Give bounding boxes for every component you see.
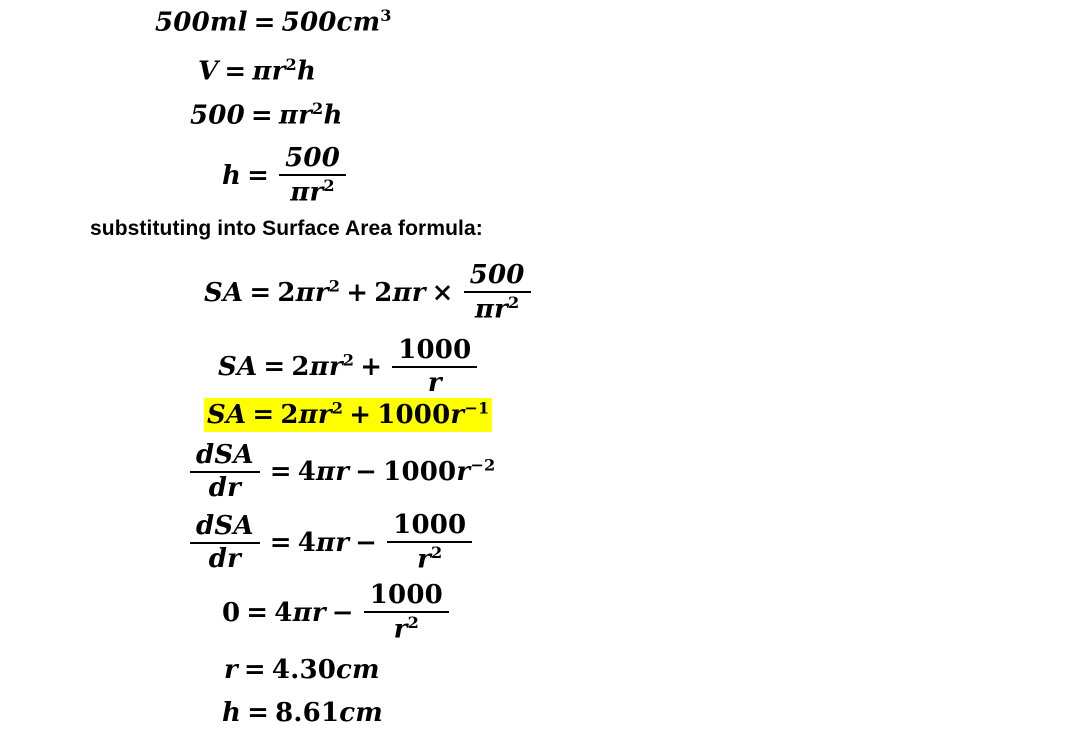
fraction-1000-over-r [392, 336, 477, 398]
fraction-500-over-pi-r-squared [279, 144, 346, 208]
value-500ml-number: 500 [155, 7, 210, 38]
exponent-negative-2: −2 [470, 455, 496, 475]
fraction-1000-over-r-squared [364, 581, 449, 645]
symbol-pi: π [392, 277, 412, 308]
fraction-numerator: 500 [285, 142, 340, 173]
equals-sign: = [269, 527, 292, 558]
equation-derivative-fraction-form [186, 509, 476, 576]
equation-height-result [222, 698, 383, 728]
derivative-denominator: dr [190, 471, 260, 503]
value-height: 8.61 [275, 698, 340, 728]
symbol-r: r [298, 100, 313, 131]
fraction-numerator: 1000 [398, 334, 472, 365]
coefficient-1000: 1000 [377, 399, 451, 430]
plus-sign: + [346, 277, 369, 308]
equals-sign: = [249, 277, 272, 308]
coefficient-4: 4 [274, 597, 293, 628]
equals-sign: = [250, 100, 273, 131]
equation-volume-substituted [190, 99, 343, 131]
fraction-1000-over-r-squared [387, 511, 472, 575]
equals-sign: = [247, 160, 270, 191]
exponent-2: 2 [431, 542, 443, 562]
equation-derivative-negative-exponent [186, 439, 496, 504]
equals-sign: = [263, 352, 286, 383]
symbol-V: V [198, 56, 219, 87]
plus-sign: + [349, 399, 372, 430]
coefficient-1000: 1000 [383, 457, 457, 488]
equals-sign: = [269, 457, 292, 488]
symbol-pi: π [292, 597, 312, 628]
symbol-pi: π [298, 399, 318, 430]
symbol-pi: π [474, 294, 495, 325]
equals-sign: = [246, 597, 269, 628]
value-500: 500 [190, 100, 245, 131]
symbol-r: r [456, 457, 471, 488]
equation-radius-result [224, 655, 380, 685]
fraction-numerator: 500 [469, 259, 525, 290]
symbol-pi: π [316, 457, 336, 488]
unit-cm: cm [336, 7, 381, 38]
unit-cm: cm [339, 698, 383, 728]
exponent-2: 2 [328, 276, 341, 296]
value-500cm3-number: 500 [281, 7, 337, 38]
symbol-h: h [323, 100, 343, 131]
symbol-h: h [222, 698, 242, 728]
equation-height-solved [222, 142, 350, 209]
symbol-pi: π [252, 56, 272, 87]
fraction-denominator [364, 611, 449, 645]
symbol-r: r [411, 277, 426, 308]
derivative-numerator: dSA [196, 510, 254, 541]
minus-sign: − [355, 527, 378, 558]
fraction-denominator [279, 174, 346, 208]
symbol-pi: π [290, 177, 310, 208]
equals-sign: = [224, 56, 247, 87]
equation-surface-area-simplified [218, 334, 481, 399]
symbol-pi: π [278, 100, 299, 131]
value-0: 0 [222, 597, 241, 628]
symbol-pi: π [295, 277, 315, 308]
value-radius: 4.30 [271, 655, 337, 685]
fraction-500-over-pi-r-squared [464, 261, 531, 325]
symbol-pi: π [316, 527, 336, 558]
symbol-SA: SA [204, 277, 244, 308]
symbol-h: h [222, 160, 242, 191]
minus-sign: − [355, 457, 378, 488]
exponent-2: 2 [507, 292, 520, 312]
coefficient-2: 2 [280, 399, 299, 430]
symbol-r: r [494, 294, 508, 325]
fraction-denominator: r [392, 366, 477, 398]
symbol-r: r [317, 399, 332, 430]
exponent-2: 2 [342, 350, 355, 370]
exponent-negative-1: −1 [464, 398, 490, 417]
equals-sign: = [252, 399, 275, 430]
exponent-2: 2 [285, 55, 297, 74]
exponent-2: 2 [312, 99, 324, 118]
unit-cm: cm [336, 655, 380, 685]
symbol-r: r [393, 614, 408, 645]
fraction-numerator: 1000 [369, 579, 443, 610]
symbol-r: r [335, 457, 350, 488]
equation-volume-given [155, 6, 392, 38]
equals-sign: = [243, 655, 266, 685]
exponent-2: 2 [407, 612, 419, 632]
symbol-r: r [309, 177, 324, 208]
coefficient-4: 4 [297, 457, 317, 488]
symbol-r: r [271, 56, 286, 87]
coefficient-2: 2 [291, 352, 310, 383]
fraction-numerator: 1000 [393, 509, 467, 540]
symbol-pi: π [309, 352, 329, 383]
symbol-h: h [296, 56, 317, 87]
symbol-r: r [311, 597, 326, 628]
exponent-3: 3 [380, 6, 392, 25]
exponent-2: 2 [323, 175, 335, 195]
symbol-r: r [328, 352, 343, 383]
plus-sign: + [360, 352, 383, 383]
coefficient-2: 2 [374, 277, 393, 308]
fraction-denominator [464, 291, 531, 325]
derivative-denominator: dr [190, 542, 260, 574]
symbol-SA: SA [207, 399, 247, 430]
equation-surface-area-substituted [204, 259, 535, 326]
equals-sign: = [247, 698, 270, 728]
equation-volume-formula [198, 55, 316, 87]
fraction-dSA-over-dr [190, 441, 260, 503]
symbol-r: r [450, 399, 465, 430]
fraction-denominator [387, 541, 472, 575]
equation-surface-area-final [204, 398, 492, 430]
multiplication-sign: × [431, 277, 454, 308]
equation-set-derivative-zero [222, 579, 453, 646]
note-substituting: substituting into Surface Area formula: [90, 217, 483, 240]
minus-sign: − [331, 597, 354, 628]
symbol-r: r [417, 544, 431, 575]
coefficient-4: 4 [297, 527, 317, 558]
equals-sign: = [253, 7, 276, 38]
highlight-band [204, 398, 492, 432]
derivative-numerator: dSA [196, 439, 254, 470]
symbol-r: r [335, 527, 350, 558]
coefficient-2: 2 [277, 277, 296, 308]
symbol-r: r [224, 655, 238, 685]
exponent-2: 2 [331, 398, 344, 417]
unit-ml: ml [209, 7, 248, 38]
symbol-SA: SA [218, 352, 258, 383]
symbol-r: r [314, 277, 329, 308]
fraction-dSA-over-dr [190, 512, 260, 574]
